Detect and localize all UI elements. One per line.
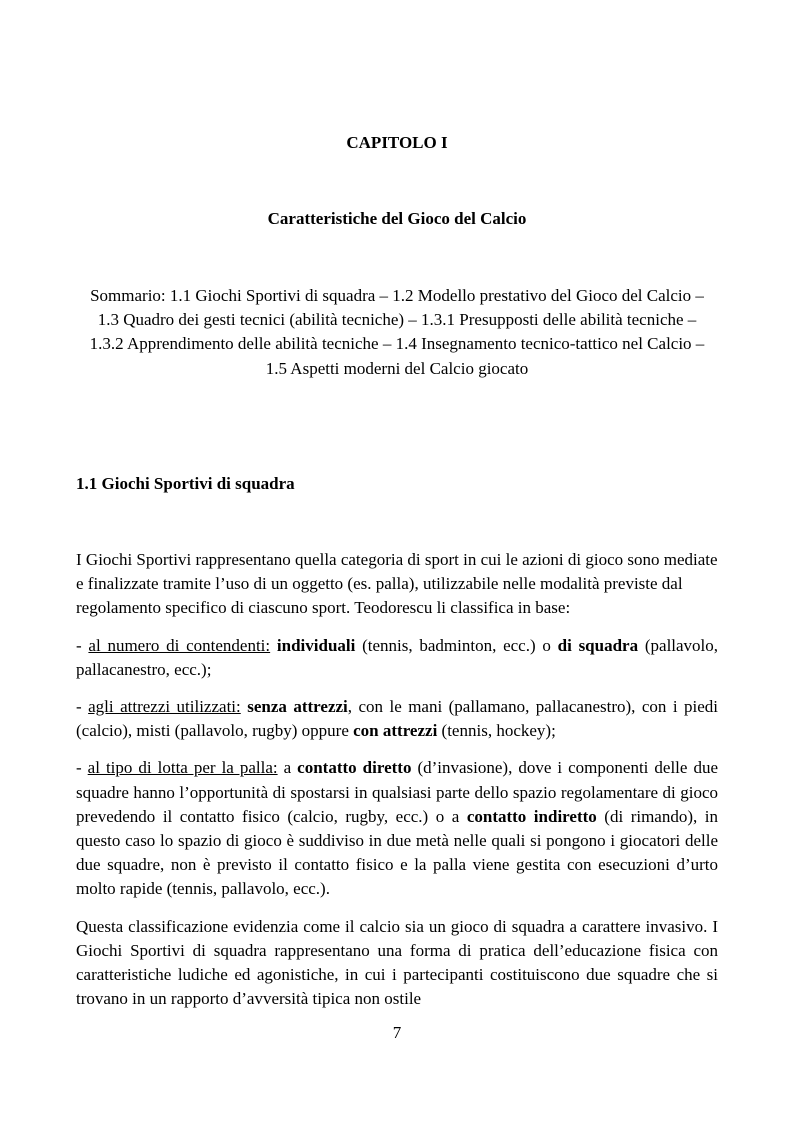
item-bold-term: contatto diretto xyxy=(297,758,412,778)
item-text: (pallavolo, pallacanestro, ecc.); xyxy=(76,635,719,679)
page-number: 7 xyxy=(392,1023,402,1042)
item-prefix: - xyxy=(76,697,89,717)
item-text: (tennis, hockey); xyxy=(437,721,556,741)
item-bold-term: contatto indiretto xyxy=(466,806,597,826)
item-label: agli attrezzi utilizzati: xyxy=(88,697,241,717)
item-prefix: - xyxy=(76,635,89,655)
intro-paragraph: I Giochi Sportivi rappresentano quella categoria di sport in cui le azioni di gioco sono mediate e finalizzate tramite l’uso di un oggetto (es. palla), utilizzabile nelle modalità previste dal regolamento specifico di ciascuno sport. Teodorescu li classifica in base: xyxy=(76,550,718,618)
item-label: al numero di contendenti: xyxy=(88,635,271,655)
item-bold-term: senza attrezzi xyxy=(247,697,348,717)
item-bold-term: con attrezzi xyxy=(353,721,438,741)
item-text: (d’invasione), dove i componenti delle due squadre hanno l’opportunità di spostarsi in qualsiasi parte dello spazio regolamentare di gioco prevedendo il contatto fisico (calcio, rugby, ecc.) o a xyxy=(76,758,718,826)
item-prefix: - xyxy=(76,758,88,778)
chapter-summary: Sommario: 1.1 Giochi Sportivi di squadra – 1.2 Modello prestativo del Gioco del Calcio – 1.3 Quadro dei gesti tecnici (abilità tecniche) – 1.3.1 Presupposti delle abilità tecniche – 1.3.2 Apprendimento delle abilità tecniche – 1.4 Insegnamento tecnico-tattico nel Calcio – 1.5 Aspetti moderni del Calcio giocato xyxy=(89,286,705,378)
chapter-title: Caratteristiche del Gioco del Calcio xyxy=(267,209,527,228)
list-item-equipment xyxy=(76,695,718,743)
body-text xyxy=(76,548,718,1024)
item-text: (di rimando), in questo caso lo spazio di gioco è suddiviso in due metà nelle quali si pongono i giocatori delle due squadre, non è previsto il contatto fisico e la palla viene gestita con esecuzioni d’urto molto rapide (tennis, pallavolo, ecc.). xyxy=(76,806,718,899)
section-heading: 1.1 Giochi Sportivi di squadra xyxy=(76,474,295,493)
list-item-ball-contest xyxy=(76,756,718,901)
item-label: al tipo di lotta per la palla: xyxy=(87,758,278,778)
closing-paragraph: Questa classificazione evidenzia come il calcio sia un gioco di squadra a carattere invasivo. I Giochi Sportivi di squadra rappresentano una forma di pratica dell’educazione fisica con caratteristiche ludiche ed agonistiche, in cui i partecipanti costituiscono due squadre che si trovano in un rapporto d’avversità tipica non ostile xyxy=(76,916,718,1009)
item-bold-term: di squadra xyxy=(557,635,639,655)
item-text: , con le mani (pallamano, pallacanestro), con i piedi (calcio), misti (pallavolo, rugby) oppure xyxy=(76,697,719,741)
item-bold-term: individuali xyxy=(276,635,356,655)
list-item-contenders xyxy=(76,634,718,682)
item-text: (tennis, badminton, ecc.) o xyxy=(355,635,558,655)
item-separator xyxy=(270,636,277,655)
item-separator: a xyxy=(277,758,298,778)
chapter-heading: CAPITOLO I xyxy=(346,133,448,152)
